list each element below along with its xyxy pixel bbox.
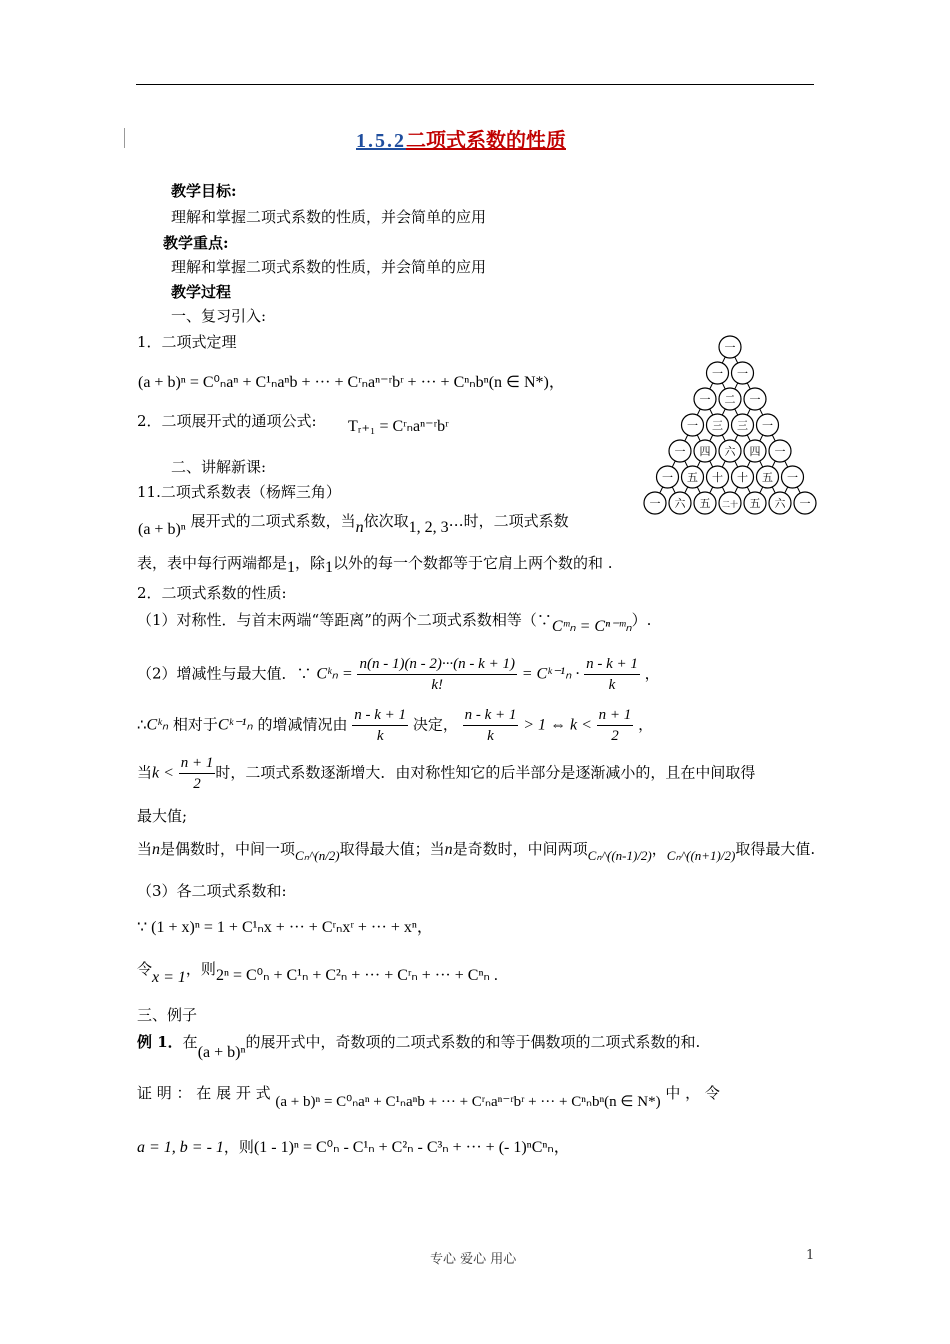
triangle-node-label: 六 [724, 445, 736, 458]
therefore-ineq: > 1 ⇔ k < [523, 716, 592, 734]
table-line1-values: 1, 2, 3 [408, 519, 449, 536]
triangle-node-label: 一 [724, 341, 736, 354]
prop3-formula: ∵ (1 + x)ⁿ = 1 + C¹ₙx + ··· + Cʳₙxʳ + ··· + xⁿ， [137, 919, 433, 936]
triangle-node-label: 一 [674, 445, 686, 458]
page-number: 1 [806, 1248, 815, 1263]
when-line [137, 753, 755, 794]
footer-text: 专心 爱心 用心 [430, 1252, 517, 1267]
when-frac-num: n + 1 [179, 753, 216, 774]
table-line2-text-c: ，除 [295, 554, 326, 572]
therefore-frac1-den: k [376, 728, 384, 744]
max-line [137, 838, 816, 863]
proof2-text: ，则 [223, 1138, 254, 1156]
props-heading: 2．二项式系数的性质: [137, 584, 287, 602]
prop2-frac2 [584, 654, 640, 695]
therefore-frac1-num: n - k + 1 [352, 705, 408, 726]
when-text-a: 当 [137, 763, 153, 782]
triangle-node-label: 一 [737, 367, 748, 380]
title-text: 二项式系数的性质 [406, 128, 566, 152]
triangle-node-label: 十 [712, 471, 723, 484]
item1-label: 1．二项式定理 [137, 333, 237, 351]
page-title [356, 124, 566, 153]
yang-hui-triangle [638, 333, 818, 523]
proof-line [137, 1082, 720, 1110]
prop1-end: ）. [631, 611, 652, 629]
therefore-frac2-num: n - k + 1 [463, 705, 519, 726]
let-x: x = 1 [152, 969, 186, 986]
table-line1-n: n [355, 519, 364, 536]
triangle-node-label: 三 [737, 419, 748, 432]
table-line2-text-e: 以外的每一个数都等于它肩上两个数的和 . [333, 554, 613, 572]
therefore-frac1 [352, 705, 408, 746]
prop2-frac1 [357, 654, 517, 695]
header-rule [136, 84, 814, 85]
prop2-mid: = Cᵏ⁻¹ₙ · [521, 665, 580, 683]
triangle-node-label: 二 [724, 393, 736, 406]
table-line1-formula: (a + b)ⁿ [138, 521, 186, 538]
review-heading: 一、复习引入: [171, 307, 267, 325]
triangle-node-label: 一 [649, 497, 661, 510]
prop1-text: （1）对称性．与首末两端“等距离”的两个二项式系数相等（∵ [137, 611, 552, 629]
ex1-text-a: 在 [182, 1033, 198, 1051]
max-text-e: 取得最大值. [735, 840, 816, 858]
triangle-node-label: 四 [749, 445, 761, 458]
table-line-2 [137, 552, 613, 576]
max-c1: Cₙ^(n/2) [295, 848, 340, 863]
item2-label: 2．二项展开式的通项公式: [137, 412, 317, 430]
triangle-node-label: 一 [787, 471, 798, 484]
ex1-label: 例 1． [137, 1033, 183, 1051]
table-line2-one-a: 1 [287, 559, 296, 576]
title-number: 1.5.2 [356, 130, 406, 152]
let-line [137, 958, 498, 986]
therefore-text-b: 相对于 [172, 715, 218, 734]
table-line-1 [138, 510, 569, 538]
triangle-node-label: 二十 [722, 500, 738, 509]
therefore-text-c: 的增减情况由 [257, 715, 348, 734]
max-text-c: 取得最大值；当 [339, 840, 445, 858]
triangle-node-label: 五 [762, 471, 773, 484]
therefore-ck: Cᵏₙ [146, 716, 169, 734]
ex1-text-c: 的展开式中，奇数项的二项式系数的和等于偶数项的二项式系数的和. [245, 1033, 701, 1051]
prop1-formula: Cᵐₙ = Cⁿ⁻ᵐₙ [551, 618, 632, 635]
when-line-2: 最大值; [137, 807, 188, 825]
let-text-a: 令 [137, 960, 153, 978]
item1-formula: (a + b)ⁿ = C⁰ₙaⁿ + C¹ₙaⁿb + ··· + Cʳₙaⁿ⁻ʳbʳ + ··· + Cⁿₙbⁿ(n ∈ N*)， [138, 374, 565, 391]
proof2-formula: (1 - 1)ⁿ = C⁰ₙ - C¹ₙ + C²ₙ - C³ₙ + ··· + (- 1)ⁿCⁿₙ， [253, 1139, 570, 1156]
prop2-frac1-num: n(n - 1)(n - 2)···(n - k + 1) [357, 654, 517, 675]
max-c2: Cₙ^((n-1)/2) [587, 848, 652, 863]
let-formula: 2ⁿ = C⁰ₙ + C¹ₙ + C²ₙ + ··· + Cʳₙ + ··· + Cⁿₙ . [215, 967, 498, 984]
prop3-heading: （3）各二项式系数和: [137, 882, 287, 900]
item2-formula: Tᵣ₊₁ = Cʳₙaⁿ⁻ʳbʳ [348, 418, 449, 435]
triangle-node-label: 一 [712, 367, 723, 380]
triangle-node-label: 三 [712, 419, 723, 432]
table-line1-text-b: 展开式的二项式系数，当 [190, 512, 356, 530]
therefore-frac3 [597, 705, 634, 746]
triangle-node-label: 五 [749, 497, 761, 510]
margin-mark [124, 128, 125, 148]
triangle-node-label: 一 [749, 393, 761, 406]
newlesson-heading: 二、讲解新课: [171, 458, 267, 476]
max-comma: ， [651, 840, 667, 858]
therefore-frac3-num: n + 1 [597, 705, 634, 726]
proof-text-b: 中 ， 令 [665, 1084, 720, 1102]
when-text-b: 时，二项式系数逐渐增大．由对称性知它的后半部分是逐渐减小的，且在中间取得 [215, 763, 756, 782]
triangle-node-label: 四 [699, 445, 711, 458]
ex1-formula: (a + b)ⁿ [197, 1044, 246, 1061]
prop2-ck: Cᵏₙ = [316, 665, 353, 683]
triangle-node-label: 一 [662, 471, 673, 484]
triangle-node-label: 一 [762, 419, 773, 432]
proof-formula: (a + b)ⁿ = C⁰ₙaⁿ + C¹ₙaⁿb + ··· + Cʳₙaⁿ⁻ʳbʳ + ··· + Cⁿₙbⁿ(n ∈ N*) [275, 1094, 661, 1110]
proof2-values: a = 1, b = - 1 [137, 1139, 224, 1156]
triangle-node-label: 一 [774, 445, 786, 458]
table-heading: 11.二项式系数表（杨辉三角） [137, 483, 341, 501]
triangle-node-label: 一 [687, 419, 698, 432]
max-text-a: 当 [137, 840, 153, 858]
table-line2-text-a: 表，表中每行两端都是 [137, 554, 288, 572]
triangle-node-label: 五 [687, 471, 698, 484]
prop2-frac1-den: k! [431, 677, 444, 693]
process-heading: 教学过程 [171, 283, 232, 301]
ex1-line [137, 1031, 701, 1061]
therefore-text-d: 决定， [412, 715, 458, 734]
when-frac-den: 2 [193, 776, 201, 792]
therefore-frac3-den: 2 [611, 728, 619, 744]
proof-line-2 [137, 1134, 570, 1157]
prop2-frac2-num: n - k + 1 [584, 654, 640, 675]
triangle-node-label: 一 [699, 393, 711, 406]
max-text-d: 是奇数时，中间两项 [452, 840, 588, 858]
max-n1: n [152, 841, 161, 858]
example-heading: 三、例子 [137, 1006, 198, 1024]
goal-heading: 教学目标: [171, 182, 237, 200]
goal-text: 理解和掌握二项式系数的性质，并会简单的应用 [171, 208, 487, 226]
therefore-symbol: ∴ [137, 715, 147, 734]
therefore-frac2 [463, 705, 519, 746]
let-text-c: ，则 [185, 960, 216, 978]
triangle-node-label: 十 [737, 471, 748, 484]
when-k: k < [152, 764, 174, 782]
therefore-end: ， [638, 715, 654, 734]
max-c3: Cₙ^((n+1)/2) [666, 848, 736, 863]
focus-text: 理解和掌握二项式系数的性质，并会简单的应用 [171, 258, 487, 276]
when-frac [179, 753, 216, 794]
therefore-line [137, 705, 653, 746]
prop1-line [137, 609, 652, 635]
table-line1-text-f: …时，二项式系数 [448, 512, 569, 530]
max-n2: n [444, 841, 453, 858]
focus-heading: 教学重点: [163, 234, 229, 252]
triangle-node-label: 一 [799, 497, 811, 510]
prop2-frac2-den: k [608, 677, 616, 693]
triangle-node-label: 五 [699, 497, 711, 510]
proof-text-a: 证 明 ： 在 展 开 式 [137, 1084, 271, 1102]
prop2-end: ， [644, 664, 660, 683]
therefore-ck1: Cᵏ⁻¹ₙ [217, 716, 253, 734]
triangle-node-label: 六 [774, 497, 786, 510]
max-text-b: 是偶数时，中间一项 [160, 840, 296, 858]
therefore-frac2-den: k [487, 728, 494, 744]
table-line1-text-d: 依次取 [363, 512, 409, 530]
table-line2-one-b: 1 [325, 559, 334, 576]
prop2-text: （2）增减性与最大值．∵ [137, 664, 312, 683]
prop2-line [137, 654, 660, 695]
triangle-node-label: 六 [674, 497, 686, 510]
